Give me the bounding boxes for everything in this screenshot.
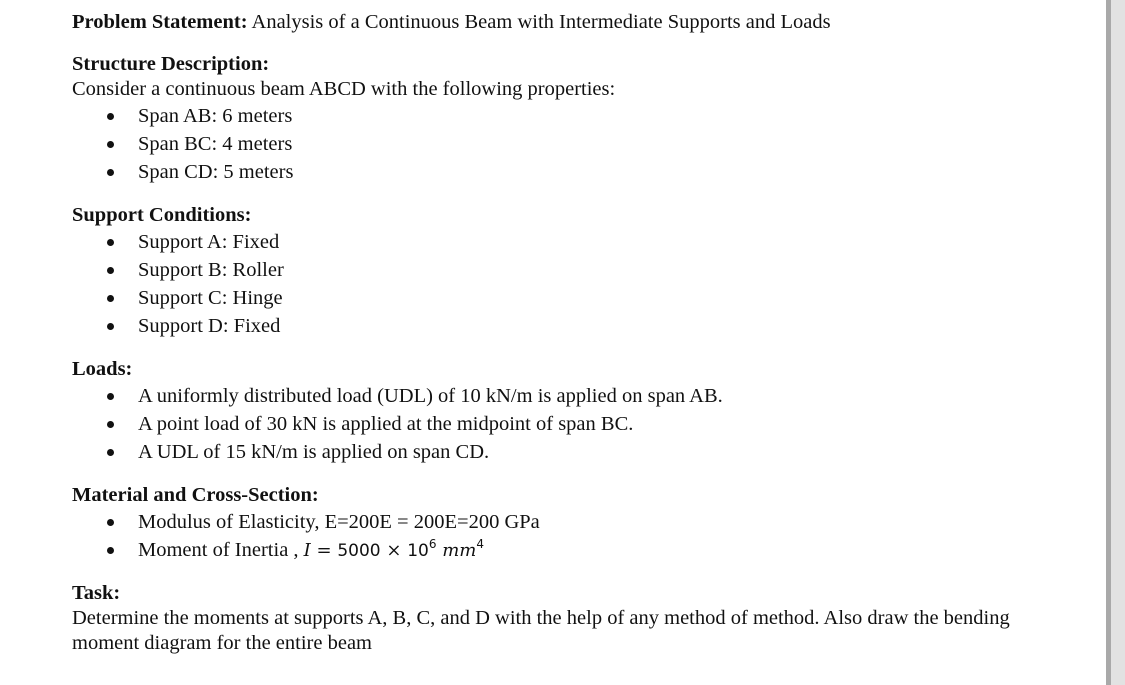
list-item-text: Span AB: 6 meters xyxy=(138,105,293,127)
bullet-icon xyxy=(107,421,114,428)
spacer xyxy=(72,564,1062,581)
inertia-label: Moment of Inertia , xyxy=(138,539,299,561)
inertia-formula xyxy=(303,537,484,561)
bullet-icon xyxy=(107,141,114,148)
list-item xyxy=(72,312,1062,340)
supports-heading: Support Conditions: xyxy=(72,204,252,226)
scrollbar[interactable] xyxy=(1111,0,1125,685)
inertia-symbol: I xyxy=(303,540,311,561)
list-item-text: A point load of 30 kN is applied at the midpoint of span BC. xyxy=(138,413,634,435)
spacer xyxy=(72,340,1062,357)
list-item xyxy=(72,228,1062,256)
span-list xyxy=(72,102,1062,186)
list-item-text: Span CD: 5 meters xyxy=(138,161,294,183)
inertia-equals: = xyxy=(316,540,332,561)
document-content xyxy=(72,10,1062,656)
structure-heading: Structure Description: xyxy=(72,53,270,75)
task-heading: Task: xyxy=(72,582,121,604)
list-item-text: Span BC: 4 meters xyxy=(138,133,293,155)
list-item-text: A uniformly distributed load (UDL) of 10 kN/m is applied on span AB. xyxy=(138,385,723,407)
modulus-text: Modulus of Elasticity, E=200E = 200E=200 GPa xyxy=(138,511,540,533)
list-item xyxy=(72,438,1062,466)
spacer xyxy=(72,466,1062,483)
spacer xyxy=(72,186,1062,203)
bullet-icon xyxy=(107,113,114,120)
bullet-icon xyxy=(107,295,114,302)
problem-statement xyxy=(72,10,1062,35)
task-text: Determine the moments at supports A, B, C, and D with the help of any method of method. Also draw the bending moment diagram for the entire beam xyxy=(72,607,1010,654)
bullet-icon xyxy=(107,449,114,456)
inertia-unit-exponent: 4 xyxy=(476,537,484,551)
list-item-text: Support C: Hinge xyxy=(138,287,283,309)
load-list xyxy=(72,382,1062,466)
bullet-icon xyxy=(107,169,114,176)
material-list xyxy=(72,508,1062,564)
structure-intro: Consider a continuous beam ABCD with the following properties: xyxy=(72,78,616,100)
list-item xyxy=(72,284,1062,312)
bullet-icon xyxy=(107,519,114,526)
bullet-icon xyxy=(107,393,114,400)
support-list xyxy=(72,228,1062,340)
list-item-text: Support D: Fixed xyxy=(138,315,281,337)
list-item xyxy=(72,102,1062,130)
loads-heading: Loads: xyxy=(72,358,133,380)
material-heading: Material and Cross-Section: xyxy=(72,484,319,506)
list-item xyxy=(72,536,1062,564)
inertia-exponent: 6 xyxy=(428,537,437,551)
list-item-text: Support B: Roller xyxy=(138,259,284,281)
list-item-text: A UDL of 15 kN/m is applied on span CD. xyxy=(138,441,490,463)
inertia-unit: mm xyxy=(442,540,477,561)
list-item xyxy=(72,382,1062,410)
bullet-icon xyxy=(107,323,114,330)
inertia-times: × xyxy=(386,540,402,561)
problem-statement-label: Problem Statement: xyxy=(72,11,248,33)
list-item xyxy=(72,130,1062,158)
spacer xyxy=(72,35,1062,52)
bullet-icon xyxy=(107,547,114,554)
inertia-base: 10 xyxy=(407,541,429,561)
bullet-icon xyxy=(107,239,114,246)
list-item xyxy=(72,410,1062,438)
bullet-icon xyxy=(107,267,114,274)
list-item xyxy=(72,158,1062,186)
inertia-value: 5000 xyxy=(337,541,381,561)
list-item-text: Support A: Fixed xyxy=(138,231,280,253)
problem-statement-title: Analysis of a Continuous Beam with Intermediate Supports and Loads xyxy=(251,11,831,33)
list-item xyxy=(72,256,1062,284)
list-item xyxy=(72,508,1062,536)
